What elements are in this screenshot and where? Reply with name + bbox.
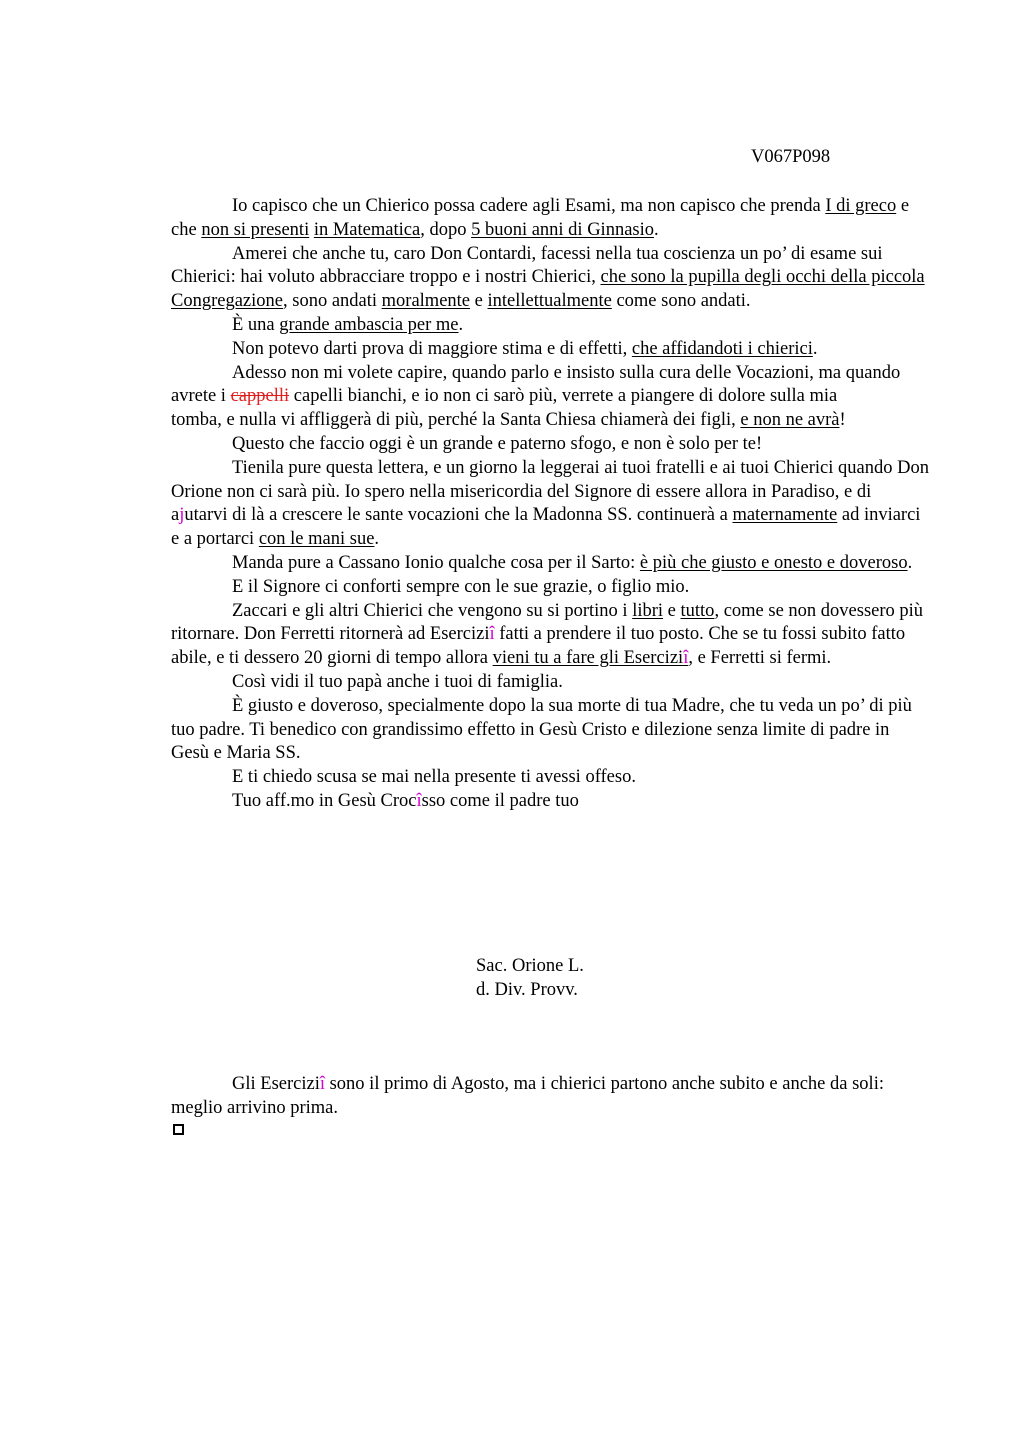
square-outline-icon xyxy=(173,1124,184,1135)
underlined-phrase: e non ne avrà xyxy=(740,410,840,431)
paragraph: Non potevo darti prova di maggiore stima e di effetti, che affidandoti i chierici. xyxy=(232,338,818,359)
paragraph: Così vidi il tuo papà anche i tuoi di famiglia. xyxy=(232,671,563,692)
signature-block xyxy=(476,955,584,1003)
paragraph: È giusto e doveroso, specialmente dopo la sua morte di tua Madre, che tu veda un po’ di più tuo padre. Ti benedico con grandissimo effetto in Gesù Cristo e dilezione senza limite di padre in Gesù e Maria SS. xyxy=(171,695,912,764)
underlined-phrase: grande ambascia per me xyxy=(279,314,459,335)
highlighted-char: î xyxy=(319,1074,325,1094)
paragraph: Gli Eserciziî sono il primo di Agosto, ma i chierici partono anche subito e anche da soli: meglio arrivino prima. xyxy=(171,1074,884,1118)
highlighted-char: j xyxy=(179,505,185,526)
letter-body xyxy=(171,195,929,814)
underlined-phrase: che affidandoti i chierici xyxy=(631,338,813,359)
underlined-phrase: vieni tu a fare gli Eserciziî xyxy=(492,648,689,669)
postscript xyxy=(171,1073,929,1121)
underlined-phrase: intellettualmente xyxy=(487,291,612,312)
highlighted-char: î xyxy=(489,624,495,645)
paragraph: Questo che faccio oggi è un grande e paterno sfogo, e non è solo per te! xyxy=(232,433,763,454)
underlined-phrase: che sono la pupilla degli occhi della piccola Congregazione xyxy=(171,267,925,312)
paragraph: tomba, e nulla vi affliggerà di più, perché la Santa Chiesa chiamerà dei figli, e non ne avrà! xyxy=(171,410,846,431)
highlighted-char: î xyxy=(683,648,689,669)
underlined-phrase: moralmente xyxy=(381,291,471,312)
underlined-phrase: I di greco xyxy=(825,196,897,216)
underlined-phrase: maternamente xyxy=(732,505,838,526)
underlined-phrase: tutto xyxy=(680,600,715,621)
paragraph: Amerei che anche tu, caro Don Contardi, facessi nella tua coscienza un po’ di esame sui Chierici: hai voluto abbracciare troppo e i nostri Chierici, che sono la pupilla degli occhi della piccola Congregazione, sono andati moralmente e intellettualmente come sono andati. xyxy=(171,243,925,312)
paragraph: Tienila pure questa lettera, e un giorno la leggerai ai tuoi fratelli e ai tuoi Chierici quando Don Orione non ci sarà più. Io spero nella misericordia del Signore di essere allora in Paradiso, e di ajutarvi di là a crescere le sante vocazioni che la Madonna SS. continuerà a maternamente ad inviarci e a portarci con le mani sue. xyxy=(171,457,929,550)
paragraph: Tuo aff.mo in Gesù Crocîsso come il padre tuo xyxy=(232,790,579,811)
paragraph: È una grande ambascia per me. xyxy=(232,314,464,335)
underlined-phrase: è più che giusto e onesto e doveroso xyxy=(639,552,908,573)
underlined-phrase: non si presenti xyxy=(201,219,310,240)
highlighted-char: î xyxy=(416,790,422,811)
underlined-phrase: in Matematica xyxy=(313,219,421,240)
underlined-phrase: libri xyxy=(632,600,664,621)
paragraph: E il Signore ci conforti sempre con le sue grazie, o figlio mio. xyxy=(232,576,690,597)
underlined-phrase: 5 buoni anni di Ginnasio xyxy=(471,219,654,240)
paragraph: Zaccari e gli altri Chierici che vengono su si portino i libri e tutto, come se non dovessero più ritornare. Don Ferretti ritornerà ad Eserciziî fatti a prendere il tuo posto. Che se tu fossi subito fatto abile, e ti dessero 20 giorni di tempo allora vieni tu a fare gli Eserciziî, e Ferretti si fermi. xyxy=(171,600,924,669)
signature-name: Sac. Orione L. xyxy=(476,956,584,976)
paragraph: Io capisco che un Chierico possa cadere agli Esami, ma non capisco che prenda I di greco e che non si presenti in Matematica, dopo 5 buoni anni di Ginnasio. xyxy=(171,196,910,240)
paragraph: Manda pure a Cassano Ionio qualche cosa per il Sarto: è più che giusto e onesto e doveroso. xyxy=(232,552,913,573)
paragraph: E ti chiedo scusa se mai nella presente ti avessi offeso. xyxy=(232,767,636,788)
page-reference: V067P098 xyxy=(751,147,831,167)
underlined-phrase: con le mani sue xyxy=(258,529,375,550)
signature-title: d. Div. Provv. xyxy=(476,979,578,1000)
paragraph: Adesso non mi volete capire, quando parlo e insisto sulla cura delle Vocazioni, ma quando avrete i cappelli capelli bianchi, e io non ci sarò più, verrete a piangere di dolore sulla mia xyxy=(171,362,901,407)
struck-word: cappelli xyxy=(230,386,290,407)
